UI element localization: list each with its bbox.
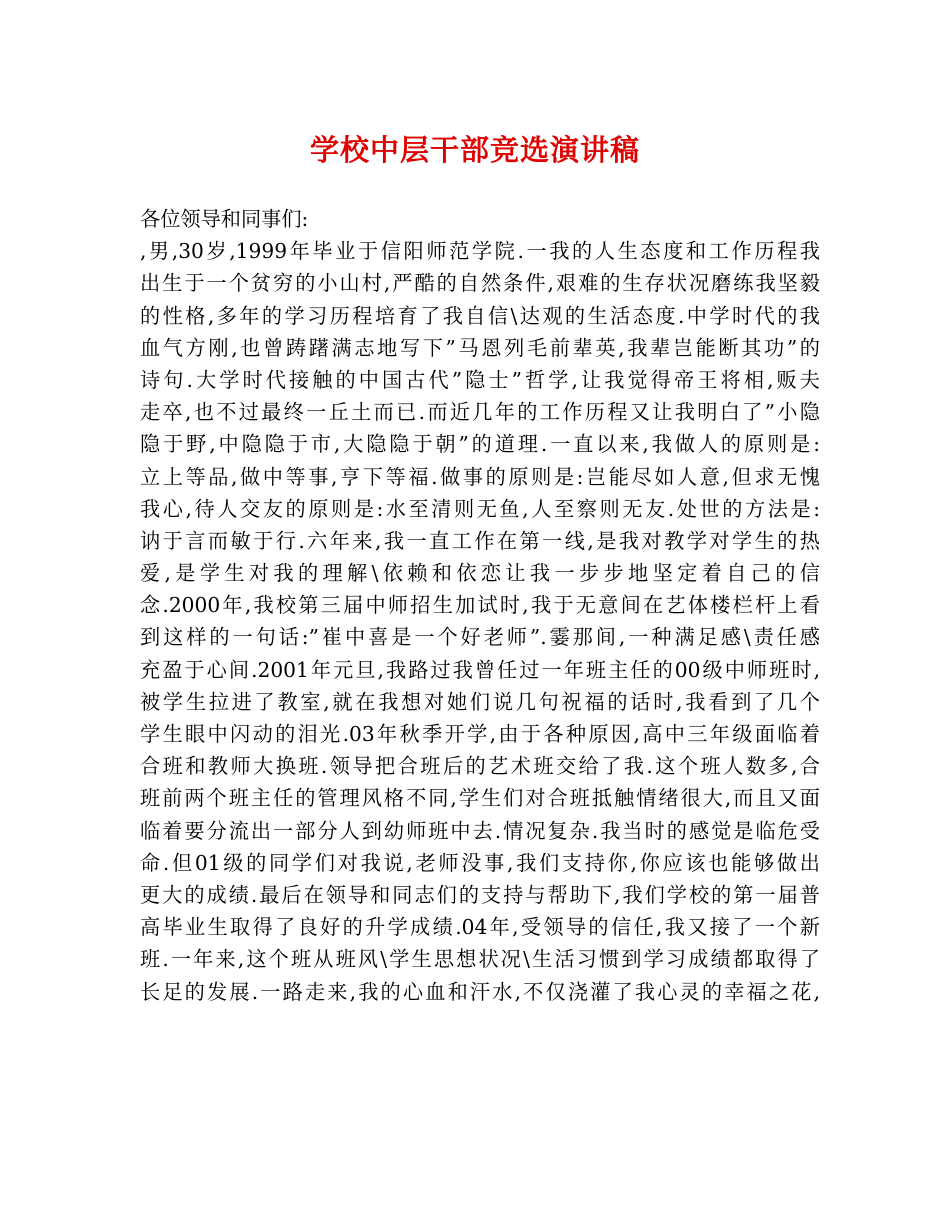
- body-line: 立上等品,做中等事,亨下等福.做事的原则是:岂能尽如人意,但求无愧: [140, 464, 820, 489]
- body-line: 到这样的一句话:”崔中喜是一个好老师”.霎那间,一种满足感\责任感: [140, 625, 820, 650]
- body-line: 更大的成绩.最后在领导和同志们的支持与帮助下,我们学校的第一届普: [140, 882, 820, 907]
- body-line: 讷于言而敏于行.六年来,我一直工作在第一线,是我对教学对学生的热: [140, 528, 820, 553]
- body-line: 念.2000年,我校第三届中师招生加试时,我于无意间在艺体楼栏杆上看: [140, 593, 820, 618]
- body-line: 命.但01级的同学们对我说,老师没事,我们支持你,你应该也能够做出: [140, 850, 820, 875]
- body-line: ,男,30岁,1999年毕业于信阳师范学院.一我的人生态度和工作历程我: [140, 239, 820, 264]
- body-line: 被学生拉进了教室,就在我想对她们说几句祝福的话时,我看到了几个: [140, 689, 820, 714]
- body-line: 走卒,也不过最终一丘土而已.而近几年的工作历程又让我明白了”小隐: [140, 400, 820, 425]
- body-line: 血气方刚,也曾踌躇满志地写下”马恩列毛前辈英,我辈岂能断其功”的: [140, 335, 820, 360]
- body-line: 出生于一个贫穷的小山村,严酷的自然条件,艰难的生存状况磨练我坚毅: [140, 271, 820, 296]
- body-line: 长足的发展.一路走来,我的心血和汗水,不仅浇灌了我心灵的幸福之花,: [140, 979, 820, 1004]
- body-line: 班前两个班主任的管理风格不同,学生们对合班抵触情绪很大,而且又面: [140, 786, 820, 811]
- body-line: 班.一年来,这个班从班风\学生思想状况\生活习惯到学习成绩都取得了: [140, 947, 820, 972]
- document-body: [140, 203, 820, 1008]
- body-line: 临着要分流出一部分人到幼师班中去.情况复杂.我当时的感觉是临危受: [140, 818, 820, 843]
- salutation: 各位领导和同事们:: [140, 207, 309, 231]
- body-line: 的性格,多年的学习历程培育了我自信\达观的生活态度.中学时代的我: [140, 303, 820, 328]
- body-line: 学生眼中闪动的泪光.03年秋季开学,由于各种原因,高中三年级面临着: [140, 722, 820, 746]
- body-line: 高毕业生取得了良好的升学成绩.04年,受领导的信任,我又接了一个新: [140, 915, 820, 940]
- body-line: 爱,是学生对我的理解\依赖和依恋让我一步步地坚定着自己的信: [140, 561, 820, 586]
- body-line: 隐于野,中隐隐于市,大隐隐于朝”的道理.一直以来,我做人的原则是:: [140, 432, 820, 457]
- body-line: 充盈于心间.2001年元旦,我路过我曾任过一年班主任的00级中师班时,: [140, 657, 820, 682]
- document-title: 学校中层干部竞选演讲稿: [309, 133, 640, 167]
- body-line: 合班和教师大换班.领导把合班后的艺术班交给了我.这个班人数多,合: [140, 754, 820, 779]
- body-line: 诗句.大学时代接触的中国古代”隐士”哲学,让我觉得帝王将相,贩夫: [140, 367, 820, 392]
- body-line: 我心,待人交友的原则是:水至清则无鱼,人至察则无友.处世的方法是:: [140, 496, 820, 521]
